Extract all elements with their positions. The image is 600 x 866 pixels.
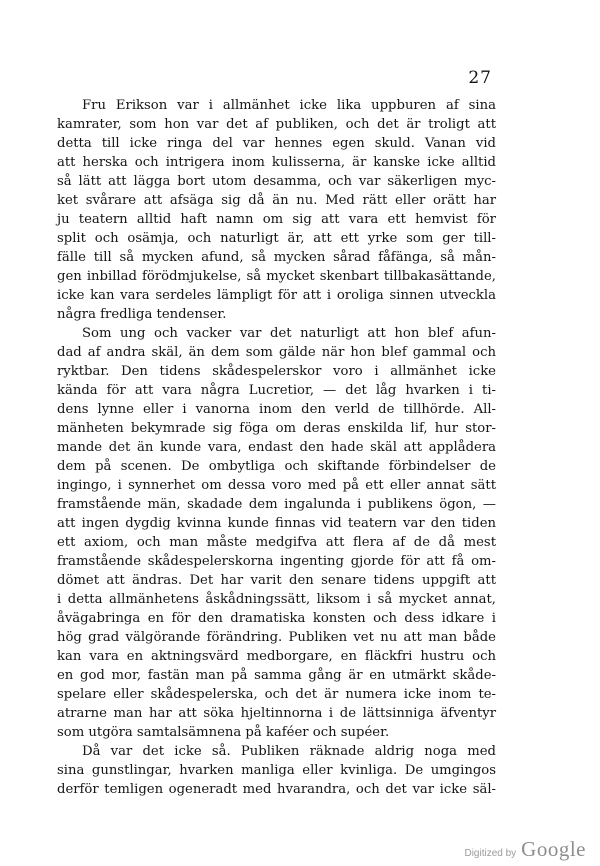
paragraph-line: dens lynne eller i vanorna inom den verld de tillhörde. All- bbox=[57, 402, 496, 417]
body-text bbox=[57, 96, 496, 799]
paragraph-line: ett axiom, och man måste medgifva att flera af de då mest bbox=[57, 535, 496, 550]
paragraph-line: mänheten bekymrade sig föga om deras enskilda lif, hur stor- bbox=[57, 421, 496, 436]
paragraph-line: sina gunstlingar, hvarken manliga eller kvinliga. De umgingos bbox=[57, 763, 496, 778]
paragraph-line: icke kan vara serdeles lämpligt för att i oroliga sinnen utveckla bbox=[57, 288, 496, 303]
paragraph-line: åvägabringa en för den dramatiska konsten och dess idkare i bbox=[57, 611, 496, 626]
paragraph-line: spelare eller skådespelerska, och det är numera icke inom te- bbox=[57, 687, 496, 702]
paragraph-line: framstående män, skadade dem ingalunda i publikens ögon, — bbox=[57, 497, 496, 512]
paragraph-line: derför temligen ogeneradt med hvarandra, och det var icke säl- bbox=[57, 782, 496, 797]
paragraph-line: split och osämja, och naturligt är, att ett yrke som ger till- bbox=[57, 231, 496, 246]
paragraph-line: ju teatern alltid haft namn om sig att vara ett hemvist för bbox=[57, 212, 496, 227]
paragraph-first-line: Då var det icke så. Publiken räknade aldrig noga med bbox=[82, 744, 496, 759]
paragraph-line: i detta allmänhetens åskådningssätt, liksom i så mycket annat, bbox=[57, 592, 496, 607]
paragraph-line: gen inbillad förödmjukelse, så mycket skenbart tillbakasättande, bbox=[57, 269, 496, 284]
paragraph-line: ingingo, i synnerhet om dessa voro med på ett eller annat sätt bbox=[57, 478, 496, 493]
paragraph-line: några fredliga tendenser. bbox=[57, 307, 227, 322]
paragraph-line: fälle till så mycken afund, så mycken sårad fåfänga, så mån- bbox=[57, 250, 496, 265]
paragraph-line: kända för att vara några Lucretior, — det låg hvarken i ti- bbox=[57, 383, 496, 398]
paragraph-line: atrarne man har att söka hjeltinnorna i de lättsinniga äfventyr bbox=[57, 706, 496, 721]
paragraph-line: så lätt att lägga bort utom desamma, och var säkerligen myc- bbox=[57, 174, 496, 189]
page-number: 27 bbox=[468, 68, 492, 88]
paragraph-line: dömet att ändras. Det har varit den senare tidens uppgift att bbox=[57, 573, 496, 588]
google-logo: Google bbox=[521, 837, 586, 861]
paragraph-line: detta till icke ringa del var hennes egen skuld. Vanan vid bbox=[57, 136, 496, 151]
paragraph-line: att herska och intrigera inom kulisserna, är kanske icke alltid bbox=[57, 155, 496, 170]
paragraph-line: dem på scenen. De ombytliga och skiftande förbindelser de bbox=[57, 459, 496, 474]
paragraph-line: som utgöra samtalsämnena på kaféer och supéer. bbox=[57, 725, 390, 740]
paragraph-first-line: Som ung och vacker var det naturligt att hon blef afun- bbox=[82, 326, 496, 341]
watermark-prefix: Digitized by bbox=[464, 848, 517, 859]
paragraph-line: ryktbar. Den tidens skådespelerskor voro i allmänhet icke bbox=[57, 364, 496, 379]
paragraph-line: hög grad välgörande förändring. Publiken vet nu att man både bbox=[57, 630, 496, 645]
paragraph-line: mande det än kunde vara, endast den hade skäl att applådera bbox=[57, 440, 496, 455]
paragraph-line: framstående skådespelerskorna ingenting gjorde för att få om- bbox=[57, 554, 496, 569]
digitized-watermark bbox=[464, 837, 586, 862]
paragraph-line: ket svårare att afsäga sig då än nu. Med rätt eller orätt har bbox=[57, 193, 496, 208]
paragraph-line: dad af andra skäl, än dem som gälde när hon blef gammal och bbox=[57, 345, 496, 360]
paragraph-first-line: Fru Erikson var i allmänhet icke lika uppburen af sina bbox=[82, 98, 496, 113]
paragraph-line: en god mor, fastän man på samma gång är en utmärkt skåde- bbox=[57, 668, 496, 683]
paragraph-line: kan vara en aktningsvärd medborgare, en fläckfri hustru och bbox=[57, 649, 496, 664]
paragraph-line: kamrater, som hon var det af publiken, och det är troligt att bbox=[57, 117, 496, 132]
paragraph-line: att ingen dygdig kvinna kunde finnas vid teatern var den tiden bbox=[57, 516, 496, 531]
